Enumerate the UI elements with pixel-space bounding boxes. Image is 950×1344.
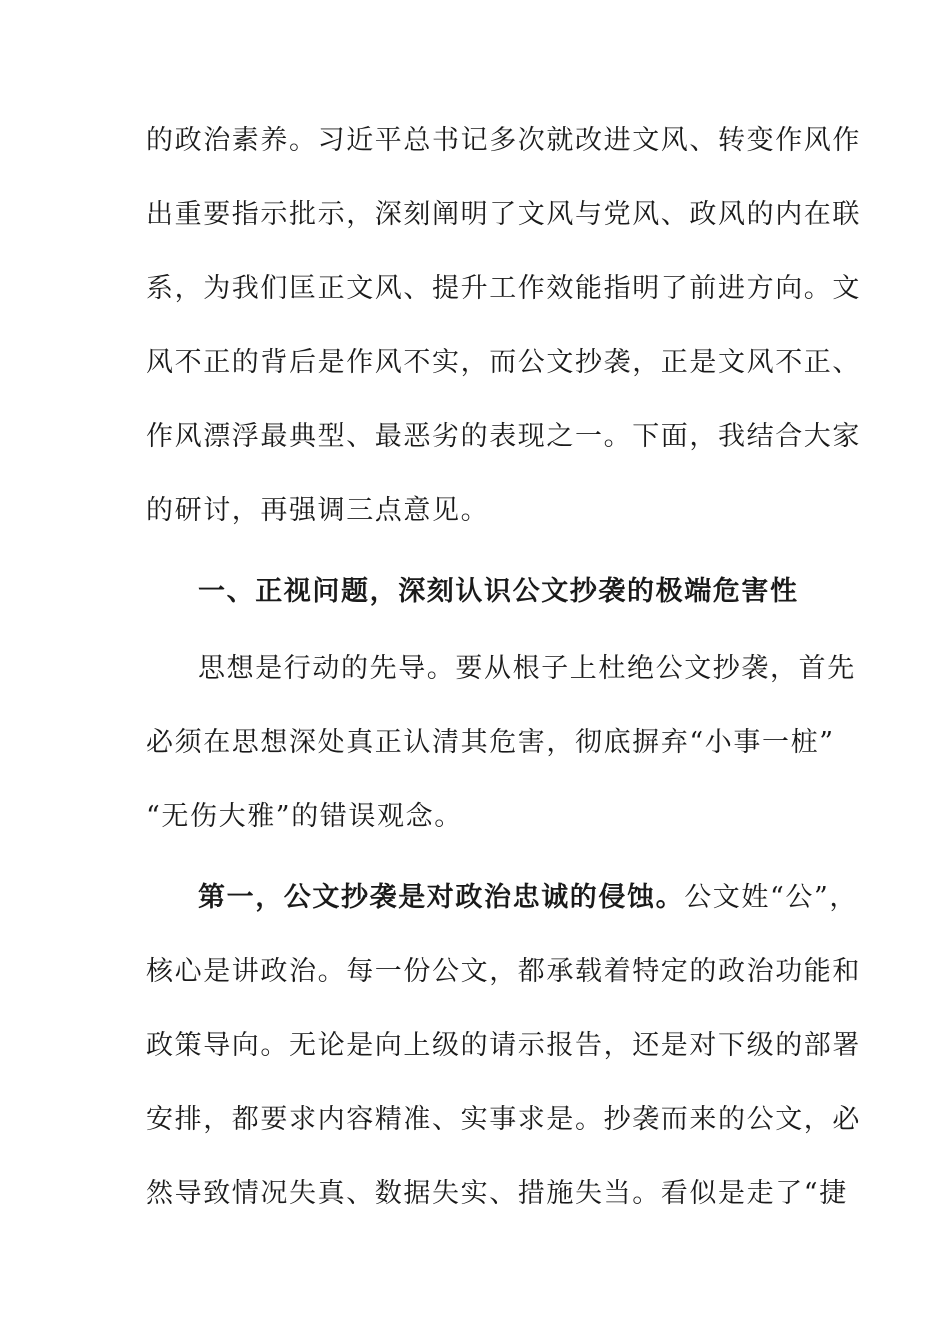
- body-text-line: 政策导向。无论是向上级的请示报告，还是对下级的部署: [146, 1030, 861, 1061]
- body-text-line: 然导致情况失真、数据失实、措施失当。看似是走了“捷: [146, 1178, 848, 1209]
- body-text-line: 思想是行动的先导。要从根子上杜绝公文抄袭，首先: [198, 653, 856, 684]
- body-text-line: 出重要指示批示，深刻阐明了文风与党风、政风的内在联: [146, 199, 861, 230]
- body-text-line: 作风漂浮最典型、最恶劣的表现之一。下面，我结合大家: [146, 421, 861, 452]
- body-text-line: 的政治素养。习近平总书记多次就改进文风、转变作风作: [146, 125, 861, 156]
- body-text-line: 安排，都要求内容精准、实事求是。抄袭而来的公文，必: [146, 1104, 861, 1135]
- body-text-line: “无伤大雅”的错误观念。: [146, 801, 463, 832]
- paragraph-first-line: [198, 878, 858, 918]
- body-text-line: 的研讨，再强调三点意见。: [146, 495, 490, 526]
- body-text-span: 公文姓“公”，: [684, 882, 859, 913]
- body-text-line: 必须在思想深处真正认清其危害，彻底摒弃“小事一桩”: [146, 727, 835, 758]
- bold-lead-text: 第一，公文抄袭是对政治忠诚的侵蚀。: [198, 882, 685, 913]
- section-heading: 一、正视问题，深刻认识公文抄袭的极端危害性: [198, 576, 799, 607]
- body-text-line: 系，为我们匡正文风、提升工作效能指明了前进方向。文: [146, 273, 861, 304]
- body-text-line: 风不正的背后是作风不实，而公文抄袭，正是文风不正、: [146, 347, 861, 378]
- body-text-line: 核心是讲政治。每一份公文，都承载着特定的政治功能和: [146, 956, 861, 987]
